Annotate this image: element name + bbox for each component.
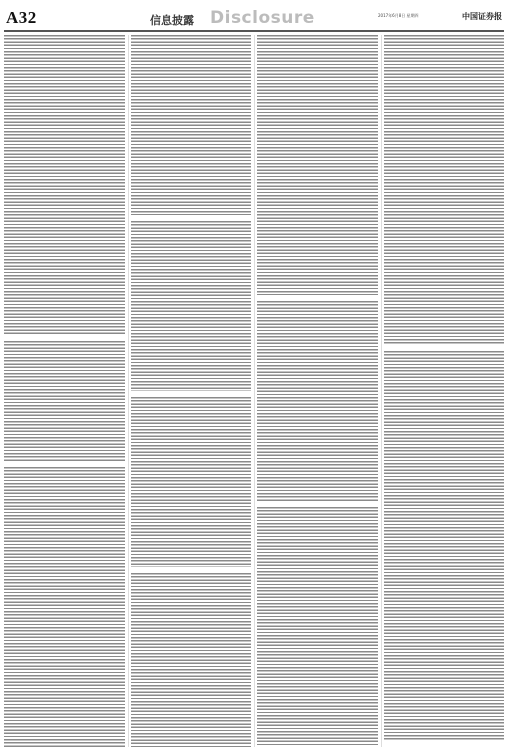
page-number: A32	[6, 8, 37, 27]
text-block	[384, 351, 505, 741]
column-2	[128, 35, 252, 747]
column-3	[254, 35, 378, 747]
text-block	[257, 507, 378, 747]
text-block	[257, 35, 378, 295]
text-block	[4, 341, 125, 461]
section-title: 信息披露	[150, 14, 194, 27]
text-block	[257, 301, 378, 501]
text-block	[4, 35, 125, 335]
masthead	[0, 0, 508, 30]
column-4	[381, 35, 505, 747]
text-block	[384, 35, 505, 345]
text-block	[4, 467, 125, 747]
newspaper-logo: 中国证券报	[462, 11, 502, 21]
text-block	[131, 35, 252, 215]
text-block	[131, 221, 252, 391]
header-rule	[4, 30, 504, 32]
text-block	[131, 573, 252, 747]
column-1	[4, 35, 125, 747]
text-block	[131, 397, 252, 567]
article-columns	[4, 35, 504, 747]
dateline: 2017年6月8日 星期四	[378, 13, 419, 18]
section-title-en: Disclosure	[210, 8, 315, 28]
